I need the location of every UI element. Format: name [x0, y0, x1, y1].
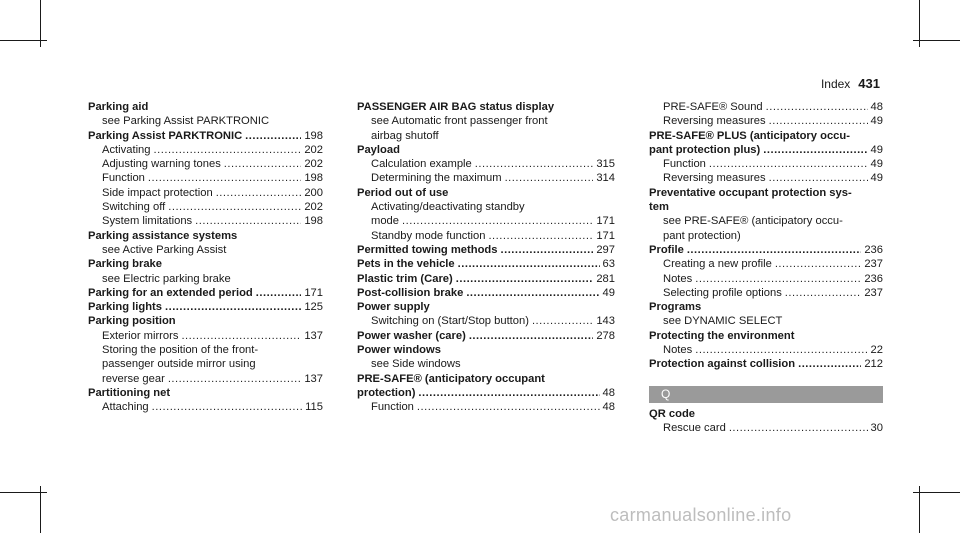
index-subentry — [88, 114, 323, 128]
index-subentry — [88, 329, 323, 343]
index-entry — [649, 243, 883, 257]
index-subentry — [88, 143, 323, 157]
index-subentry — [357, 200, 615, 214]
index-subentry — [649, 286, 883, 300]
dot-leader — [256, 286, 302, 300]
index-subentry — [357, 357, 615, 371]
page-reference: 49 — [870, 158, 883, 171]
page-reference: 237 — [864, 258, 883, 271]
index-subentry — [357, 171, 615, 185]
index-subentry — [88, 186, 323, 200]
entry-label: Post-collision brake — [357, 286, 464, 299]
index-subentry — [357, 129, 615, 143]
page-reference: 297 — [596, 243, 615, 256]
crop-mark — [913, 492, 960, 493]
page-reference: 137 — [304, 372, 323, 385]
page-reference: 48 — [602, 401, 615, 414]
index-entry — [357, 100, 615, 114]
entry-label: PRE-SAFE® PLUS (anticipatory occu- — [649, 129, 850, 142]
dot-leader — [168, 372, 302, 386]
page-reference: 236 — [864, 272, 883, 285]
index-subentry — [357, 314, 615, 328]
index-subentry — [88, 357, 323, 371]
dot-leader — [216, 186, 302, 200]
entry-label: protection) — [357, 386, 416, 399]
entry-label: Switching off — [102, 201, 166, 214]
dot-leader — [763, 143, 867, 157]
entry-label: QR code — [649, 407, 696, 420]
index-entry — [649, 200, 883, 214]
index-subentry — [357, 229, 615, 243]
entry-label: Switching on (Start/Stop button) — [371, 315, 529, 328]
entry-label: System limitations — [102, 215, 193, 228]
dot-leader — [466, 286, 599, 300]
section-letter: Q — [661, 386, 671, 401]
entry-label: Payload — [357, 143, 400, 156]
index-subentry — [649, 171, 883, 185]
entry-label: Parking assistance systems — [88, 229, 238, 242]
index-subentry — [357, 400, 615, 414]
dot-leader — [500, 243, 593, 257]
dot-leader — [695, 343, 867, 357]
entry-label: mode — [371, 215, 399, 228]
dot-leader — [181, 329, 301, 343]
dot-leader — [245, 129, 301, 143]
entry-label: Selecting profile options — [663, 286, 782, 299]
index-entry — [649, 300, 883, 314]
page-reference: 202 — [304, 143, 323, 156]
dot-leader — [475, 157, 594, 171]
page-reference: 49 — [602, 286, 615, 299]
entry-label: Adjusting warning tones — [102, 158, 221, 171]
entry-label: PRE-SAFE® (anticipatory occupant — [357, 372, 545, 385]
page-reference: 48 — [870, 101, 883, 113]
entry-label: see DYNAMIC SELECT — [663, 315, 783, 328]
dot-leader — [775, 257, 862, 271]
dot-leader — [769, 171, 868, 185]
dot-leader — [165, 300, 301, 314]
dot-leader — [417, 400, 600, 414]
index-subentry — [88, 343, 323, 357]
index-entry — [357, 286, 615, 300]
page-reference: 48 — [602, 386, 615, 399]
entry-label: Side impact protection — [102, 186, 213, 199]
index-subentry — [357, 114, 615, 128]
page-reference: 22 — [870, 344, 883, 357]
entry-label: PASSENGER AIR BAG status display — [357, 101, 555, 113]
entry-label: Reversing measures — [663, 115, 766, 128]
index-entry — [649, 129, 883, 143]
dot-leader — [709, 157, 868, 171]
entry-label: passenger outside mirror using — [102, 358, 256, 371]
index-entry — [88, 314, 323, 328]
index-subentry — [357, 157, 615, 171]
dot-leader — [418, 386, 599, 400]
index-entry — [649, 357, 883, 371]
index-entry — [357, 372, 615, 386]
index-entry — [357, 386, 615, 400]
entry-label: Plastic trim (Care) — [357, 272, 453, 285]
index-entry — [357, 329, 615, 343]
entry-label: Parking brake — [88, 258, 162, 271]
dot-leader — [402, 214, 593, 228]
crop-mark — [0, 492, 47, 493]
entry-label: Function — [371, 401, 414, 414]
index-subentry — [88, 243, 323, 257]
index-entry — [357, 143, 615, 157]
entry-label: Activating — [102, 143, 151, 156]
index-entry — [88, 257, 323, 271]
index-entry — [357, 243, 615, 257]
entry-label: Permitted towing methods — [357, 243, 498, 256]
dot-leader — [729, 421, 868, 435]
page-reference: 171 — [304, 286, 323, 299]
page-reference: 30 — [870, 421, 883, 434]
entry-label: Notes — [663, 272, 693, 285]
crop-mark — [919, 486, 920, 533]
page-reference: 314 — [596, 172, 615, 185]
dot-leader — [785, 286, 862, 300]
index-entry — [88, 286, 323, 300]
index-entry — [357, 272, 615, 286]
entry-label: Parking for an extended period — [88, 286, 253, 299]
section-letter-bar — [649, 386, 883, 403]
index-entry — [357, 186, 615, 200]
page-reference: 202 — [304, 158, 323, 171]
index-entry — [88, 300, 323, 314]
entry-label: Rescue card — [663, 421, 726, 434]
index-subentry — [88, 157, 323, 171]
section-title: Index — [820, 77, 851, 91]
index-entry — [88, 129, 323, 143]
index-entry — [649, 186, 883, 200]
page-reference: 171 — [596, 229, 615, 242]
entry-label: Pets in the vehicle — [357, 258, 455, 271]
index-subentry — [88, 400, 323, 414]
page-reference: 63 — [602, 258, 615, 271]
page-reference: 236 — [864, 243, 883, 256]
index-entry — [649, 143, 883, 157]
dot-leader — [458, 257, 600, 271]
index-subentry — [88, 272, 323, 286]
dot-leader — [766, 100, 868, 114]
page-reference: 237 — [864, 286, 883, 299]
entry-label: Parking Assist PARKTRONIC — [88, 129, 243, 142]
entry-label: Calculation example — [371, 158, 472, 171]
entry-label: airbag shutoff — [371, 129, 439, 142]
index-column-2 — [357, 100, 615, 415]
dot-leader — [168, 200, 301, 214]
crop-mark — [40, 486, 41, 533]
page-reference: 49 — [870, 115, 883, 128]
index-subentry — [649, 114, 883, 128]
index-entry — [649, 329, 883, 343]
page-reference: 198 — [304, 129, 323, 142]
index-entry — [357, 300, 615, 314]
page-reference: 200 — [304, 186, 323, 199]
entry-label: see Parking Assist PARKTRONIC — [102, 115, 270, 128]
entry-label: Activating/deactivating standby — [371, 201, 525, 214]
entry-label: Power windows — [357, 344, 441, 357]
dot-leader — [798, 357, 861, 371]
index-subentry — [649, 272, 883, 286]
dot-leader — [505, 171, 594, 185]
index-subentry — [649, 421, 883, 435]
entry-label: Preventative occupant protection sys- — [649, 186, 852, 199]
index-column-3 — [649, 100, 883, 435]
page-reference: 198 — [304, 215, 323, 228]
entry-label: see Side windows — [371, 358, 461, 371]
crop-mark — [913, 40, 960, 41]
entry-label: see PRE-SAFE® (anticipatory occu- — [663, 215, 843, 228]
dot-leader — [469, 329, 594, 343]
page-reference: 278 — [596, 329, 615, 342]
entry-label: reverse gear — [102, 372, 165, 385]
page-reference: 115 — [305, 401, 323, 414]
dot-leader — [224, 157, 302, 171]
page-reference: 49 — [870, 172, 883, 185]
entry-label: pant protection plus) — [649, 143, 761, 156]
dot-leader — [152, 400, 303, 414]
entry-label: Storing the position of the front- — [102, 344, 259, 357]
entry-label: Power washer (care) — [357, 329, 466, 342]
entry-label: see Automatic front passenger front — [371, 115, 548, 128]
entry-label: Reversing measures — [663, 172, 766, 185]
entry-label: Function — [663, 158, 706, 171]
entry-label: Function — [102, 172, 145, 185]
dot-leader — [154, 143, 302, 157]
page-reference: 315 — [596, 158, 615, 171]
page-reference: 198 — [304, 172, 323, 185]
index-subentry — [649, 157, 883, 171]
entry-label: see Active Parking Assist — [102, 243, 227, 256]
entry-label: Exterior mirrors — [102, 329, 179, 342]
page-reference: 125 — [304, 301, 323, 314]
index-entry — [88, 386, 323, 400]
index-subentry — [88, 171, 323, 185]
index-subentry — [649, 214, 883, 228]
entry-label: Programs — [649, 301, 702, 314]
index-subentry — [649, 343, 883, 357]
index-subentry — [649, 100, 883, 114]
entry-label: PRE-SAFE® Sound — [663, 101, 763, 113]
watermark: carmanualsonline.info — [610, 505, 792, 525]
dot-leader — [195, 214, 301, 228]
page-reference: 281 — [596, 272, 615, 285]
index-subentry — [357, 214, 615, 228]
entry-label: Parking position — [88, 315, 176, 328]
index-entry — [88, 229, 323, 243]
dot-leader — [488, 229, 593, 243]
page-reference: 212 — [864, 358, 883, 371]
index-subentry — [88, 372, 323, 386]
dot-leader — [148, 171, 301, 185]
page-reference: 143 — [596, 315, 615, 328]
index-entry — [357, 343, 615, 357]
index-subentry — [88, 214, 323, 228]
dot-leader — [532, 314, 593, 328]
dot-leader — [695, 272, 861, 286]
entry-label: Power supply — [357, 301, 430, 314]
entry-label: Attaching — [102, 401, 149, 414]
dot-leader — [769, 114, 868, 128]
index-subentry — [649, 229, 883, 243]
entry-label: Creating a new profile — [663, 258, 772, 271]
crop-mark — [0, 40, 47, 41]
entry-label: Profile — [649, 243, 684, 256]
entry-label: Notes — [663, 344, 693, 357]
page-number: 431 — [858, 76, 880, 91]
index-subentry — [88, 200, 323, 214]
page-reference: 49 — [870, 143, 883, 156]
entry-label: Parking lights — [88, 301, 162, 314]
index-subentry — [649, 314, 883, 328]
entry-label: Partitioning net — [88, 386, 171, 399]
index-entry — [649, 407, 883, 421]
entry-label: tem — [649, 201, 669, 214]
index-entry — [88, 100, 323, 114]
page-reference: 137 — [304, 329, 323, 342]
entry-label: Determining the maximum — [371, 172, 502, 185]
entry-label: Protecting the environment — [649, 329, 795, 342]
entry-label: Parking aid — [88, 101, 149, 113]
index-entry — [357, 257, 615, 271]
index-column-1 — [88, 100, 323, 415]
dot-leader — [687, 243, 862, 257]
entry-label: Standby mode function — [371, 229, 486, 242]
entry-label: Protection against collision — [649, 358, 796, 371]
entry-label: pant protection) — [663, 229, 741, 242]
page-header — [0, 76, 880, 91]
entry-label: Period out of use — [357, 186, 449, 199]
dot-leader — [456, 272, 594, 286]
index-subentry — [649, 257, 883, 271]
page-reference: 202 — [304, 201, 323, 214]
page-reference: 171 — [596, 215, 615, 228]
entry-label: see Electric parking brake — [102, 272, 231, 285]
